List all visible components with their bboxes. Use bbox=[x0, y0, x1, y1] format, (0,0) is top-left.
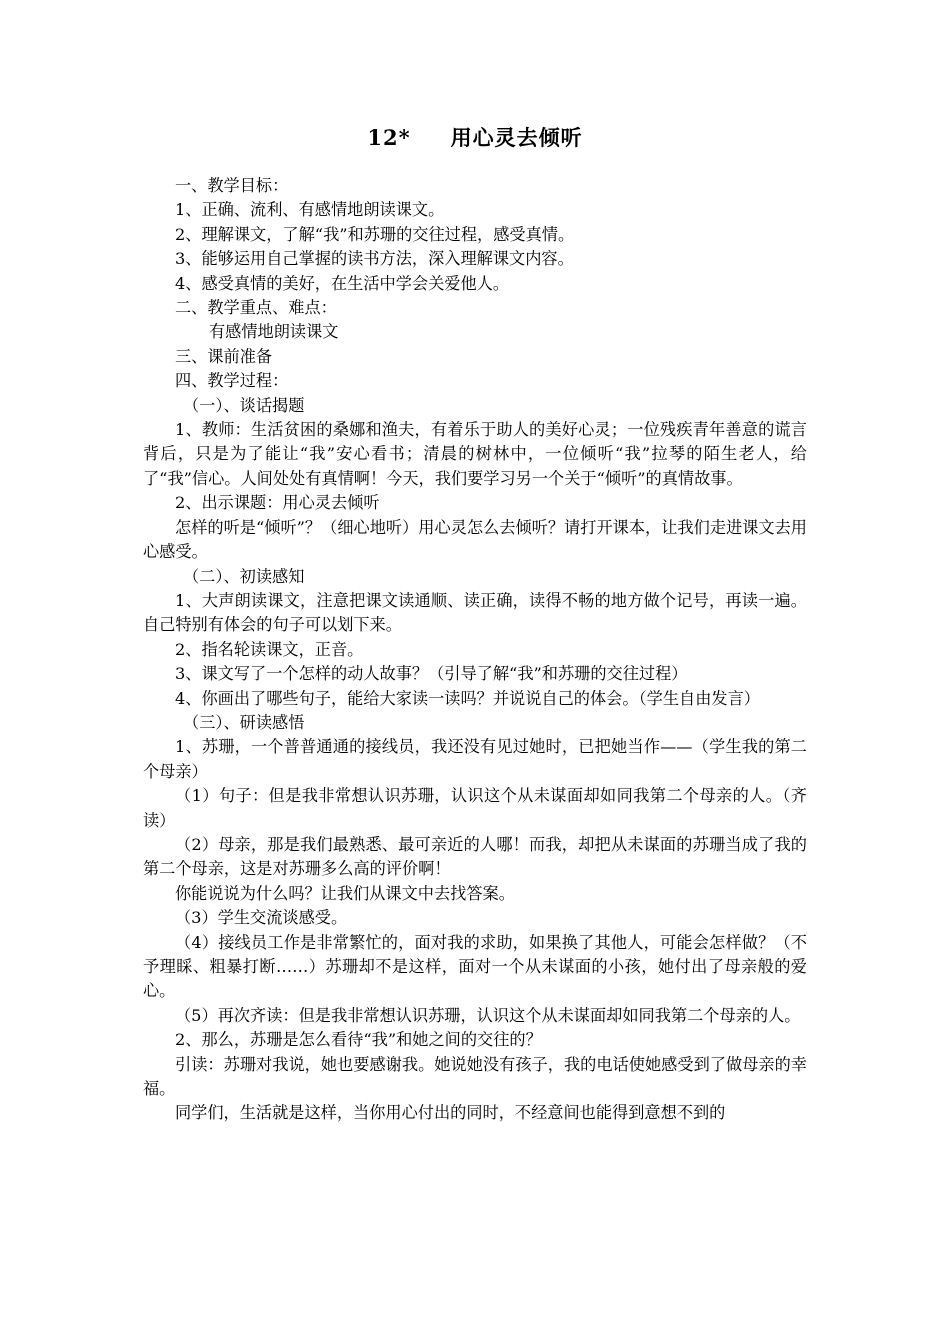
paragraph: 2、理解课文，了解“我”和苏珊的交往过程，感受真情。 bbox=[175, 224, 575, 244]
paragraph: 4、感受真情的美好，在生活中学会关爱他人。 bbox=[175, 273, 510, 293]
page-title bbox=[0, 122, 950, 152]
paragraph: 4、你画出了哪些句子，能给大家读一读吗？并说说自己的体会。（学生自由发言） bbox=[175, 688, 760, 708]
section-heading: 一、教学目标： bbox=[175, 176, 289, 195]
paragraph: 有感情地朗读课文 bbox=[209, 322, 339, 342]
paragraph: 2、出示课题：用心灵去倾听 bbox=[175, 493, 380, 513]
section-heading: 四、教学过程： bbox=[175, 371, 289, 391]
section-heading: 二、教学重点、难点： bbox=[175, 298, 337, 318]
paragraph: （1）句子：但是我非常想认识苏珊，认识这个从未谋面却如同我第二个母亲的人。（齐读） bbox=[143, 786, 807, 830]
paragraph: 同学们，生活就是这样，当你用心付出的同时，不经意间也能得到意想不到的 bbox=[175, 1103, 726, 1123]
paragraph: 3、课文写了一个怎样的动人故事？（引导了解“我”和苏珊的交往过程） bbox=[175, 664, 688, 684]
paragraph: 1、大声朗读课文，注意把课文读通顺、读正确，读得不畅的地方做个记号，再读一遍。自己特别有体会的句子可以划下来。 bbox=[143, 590, 807, 635]
subsection-heading: （三）、研读感悟 bbox=[183, 712, 305, 732]
subsection-heading: （一）、谈话揭题 bbox=[183, 395, 305, 415]
paragraph: 1、教师：生活贫困的桑娜和渔夫，有着乐于助人的美好心灵；一位残疾青年善意的谎言背后，只是为了能让“我”安心看书；清晨的树林中，一位倾听“我”拉琴的陌生老人，给了“我”信心。人间处处有真情啊！今天，我们要学习另一个关于“倾听”的真情故事。 bbox=[143, 420, 807, 488]
paragraph: 引读：苏珊对我说，她也要感谢我。她说她没有孩子，我的电话使她感受到了做母亲的幸福。 bbox=[143, 1054, 807, 1099]
paragraph: （2）母亲，那是我们最熟悉、最可亲近的人哪！而我，却把从未谋面的苏珊当成了我的第二个母亲，这是对苏珊多么高的评价啊！ bbox=[143, 834, 807, 879]
document-body bbox=[143, 174, 807, 1126]
section-heading: 三、课前准备 bbox=[175, 346, 273, 366]
paragraph: 3、能够运用自己掌握的读书方法，深入理解课文内容。 bbox=[175, 249, 574, 269]
paragraph: 1、苏珊，一个普普通通的接线员，我还没有见过她时，已把她当作——（学生我的第二个母亲） bbox=[143, 737, 807, 781]
paragraph: 你能说说为什么吗？让我们从课文中去找答案。 bbox=[175, 883, 515, 903]
paragraph: （4）接线员工作是非常繁忙的，面对我的求助，如果换了其他人，可能会怎样做？（不予理睬、粗暴打断……）苏珊却不是这样，面对一个从未谋面的小孩，她付出了母亲般的爱心。 bbox=[143, 932, 807, 1001]
subsection-heading: （二）、初读感知 bbox=[183, 566, 305, 586]
paragraph: （5）再次齐读：但是我非常想认识苏珊，认识这个从未谋面却如同我第二个母亲的人。 bbox=[175, 1005, 801, 1025]
lesson-title: 用心灵去倾听 bbox=[450, 125, 583, 150]
paragraph: 怎样的听是“倾听”？（细心地听）用心灵怎么去倾听？请打开课本，让我们走进课文去用心感受。 bbox=[143, 517, 807, 562]
paragraph: 2、指名轮读课文，正音。 bbox=[175, 639, 364, 659]
paragraph: （3）学生交流谈感受。 bbox=[175, 908, 348, 928]
paragraph: 1、正确、流利、有感情地朗读课文。 bbox=[175, 200, 445, 220]
lesson-number: 12* bbox=[367, 125, 411, 150]
paragraph: 2、那么，苏珊是怎么看待“我”和她之间的交往的？ bbox=[175, 1030, 542, 1050]
